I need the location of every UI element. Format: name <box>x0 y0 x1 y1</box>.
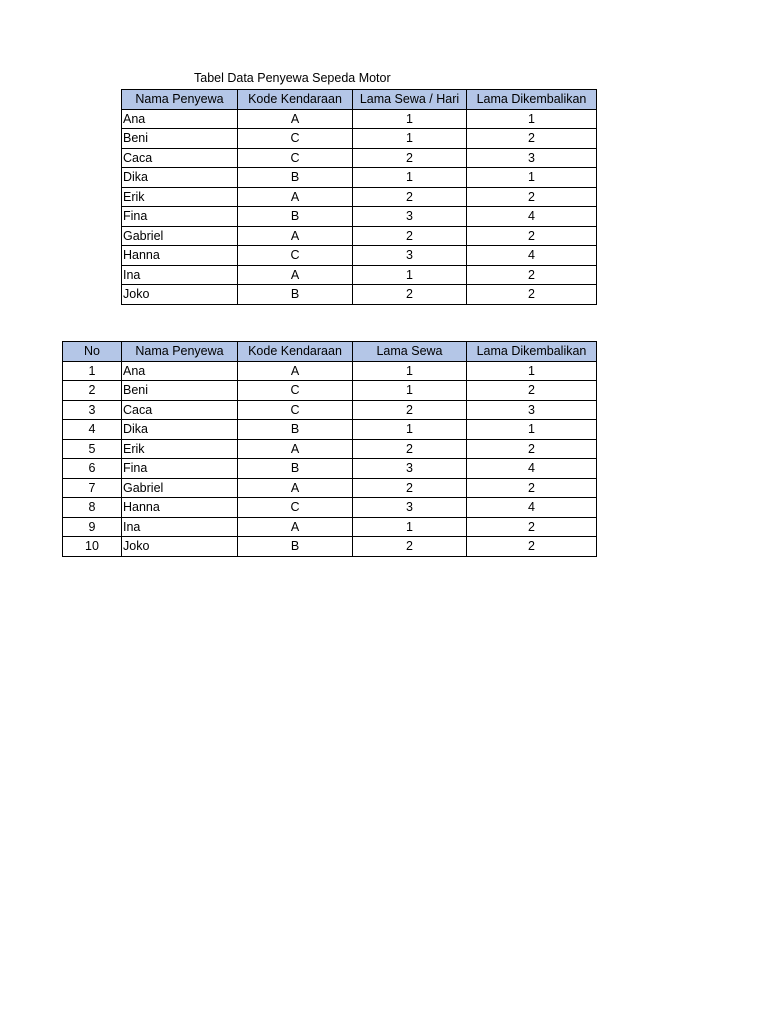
cell-lama-sewa: 2 <box>353 478 467 498</box>
cell-kode-kendaraan: C <box>238 498 353 518</box>
cell-nama-penyewa: Joko <box>122 537 238 557</box>
cell-lama-dikembalikan: 2 <box>467 265 597 285</box>
table-row <box>63 439 597 459</box>
cell-lama-sewa: 1 <box>353 381 467 401</box>
cell-nama-penyewa: Fina <box>122 459 238 479</box>
cell-no: 4 <box>63 420 122 440</box>
cell-lama-dikembalikan: 2 <box>467 129 597 149</box>
cell-lama-dikembalikan: 2 <box>467 381 597 401</box>
cell-no: 9 <box>63 517 122 537</box>
cell-kode-kendaraan: B <box>238 459 353 479</box>
cell-lama-sewa: 3 <box>353 246 467 266</box>
cell-lama-dikembalikan: 1 <box>467 109 597 129</box>
cell-kode-kendaraan: B <box>238 537 353 557</box>
cell-lama-dikembalikan: 4 <box>467 207 597 227</box>
cell-lama-dikembalikan: 2 <box>467 439 597 459</box>
table-row <box>63 459 597 479</box>
cell-kode-kendaraan: C <box>238 246 353 266</box>
rental-data-table <box>121 89 597 305</box>
cell-lama-sewa: 1 <box>353 129 467 149</box>
cell-kode-kendaraan: B <box>238 168 353 188</box>
cell-lama-sewa: 3 <box>353 207 467 227</box>
cell-lama-dikembalikan: 2 <box>467 285 597 305</box>
cell-lama-dikembalikan: 3 <box>467 400 597 420</box>
numbered-rental-data-table <box>62 341 597 557</box>
cell-no: 8 <box>63 498 122 518</box>
table-row <box>122 109 597 129</box>
table-row <box>122 246 597 266</box>
cell-nama-penyewa: Dika <box>122 168 238 188</box>
table-row <box>63 537 597 557</box>
cell-lama-dikembalikan: 2 <box>467 478 597 498</box>
column-header-kode-kendaraan: Kode Kendaraan <box>238 90 353 110</box>
column-header-lama-sewa: Lama Sewa <box>353 342 467 362</box>
cell-lama-sewa: 1 <box>353 361 467 381</box>
cell-kode-kendaraan: A <box>238 226 353 246</box>
table-row <box>63 361 597 381</box>
cell-kode-kendaraan: A <box>238 361 353 381</box>
column-header-lama-sewa-hari: Lama Sewa / Hari <box>353 90 467 110</box>
column-header-no: No <box>63 342 122 362</box>
column-header-kode-kendaraan: Kode Kendaraan <box>238 342 353 362</box>
cell-nama-penyewa: Ina <box>122 265 238 285</box>
cell-lama-dikembalikan: 4 <box>467 246 597 266</box>
cell-kode-kendaraan: C <box>238 148 353 168</box>
cell-lama-dikembalikan: 4 <box>467 459 597 479</box>
cell-lama-sewa: 1 <box>353 517 467 537</box>
cell-nama-penyewa: Erik <box>122 187 238 207</box>
cell-lama-dikembalikan: 4 <box>467 498 597 518</box>
cell-no: 2 <box>63 381 122 401</box>
cell-lama-dikembalikan: 1 <box>467 420 597 440</box>
table-row <box>122 148 597 168</box>
cell-lama-dikembalikan: 1 <box>467 361 597 381</box>
table-row <box>122 226 597 246</box>
cell-lama-sewa: 3 <box>353 498 467 518</box>
cell-nama-penyewa: Ana <box>122 109 238 129</box>
cell-kode-kendaraan: A <box>238 187 353 207</box>
column-header-lama-dikembalikan: Lama Dikembalikan <box>467 90 597 110</box>
cell-kode-kendaraan: A <box>238 109 353 129</box>
cell-lama-sewa: 1 <box>353 265 467 285</box>
cell-lama-sewa: 2 <box>353 439 467 459</box>
cell-lama-sewa: 2 <box>353 148 467 168</box>
table-row <box>122 187 597 207</box>
cell-nama-penyewa: Dika <box>122 420 238 440</box>
table-row <box>63 420 597 440</box>
table1-title: Tabel Data Penyewa Sepeda Motor <box>194 71 391 85</box>
cell-kode-kendaraan: B <box>238 420 353 440</box>
cell-no: 5 <box>63 439 122 459</box>
cell-lama-sewa: 2 <box>353 226 467 246</box>
cell-nama-penyewa: Caca <box>122 148 238 168</box>
column-header-lama-dikembalikan: Lama Dikembalikan <box>467 342 597 362</box>
cell-lama-sewa: 2 <box>353 400 467 420</box>
table-row <box>122 168 597 188</box>
cell-nama-penyewa: Ina <box>122 517 238 537</box>
cell-nama-penyewa: Joko <box>122 285 238 305</box>
table-row <box>122 285 597 305</box>
table-row <box>63 400 597 420</box>
cell-no: 6 <box>63 459 122 479</box>
cell-lama-dikembalikan: 1 <box>467 168 597 188</box>
cell-lama-dikembalikan: 3 <box>467 148 597 168</box>
table-header-row <box>122 90 597 110</box>
table-row <box>63 517 597 537</box>
column-header-nama-penyewa: Nama Penyewa <box>122 90 238 110</box>
cell-kode-kendaraan: A <box>238 478 353 498</box>
cell-nama-penyewa: Hanna <box>122 246 238 266</box>
cell-nama-penyewa: Erik <box>122 439 238 459</box>
table-header-row <box>63 342 597 362</box>
cell-lama-sewa: 2 <box>353 537 467 557</box>
cell-lama-sewa: 2 <box>353 187 467 207</box>
cell-lama-dikembalikan: 2 <box>467 226 597 246</box>
table-row <box>122 207 597 227</box>
table-row <box>63 381 597 401</box>
cell-nama-penyewa: Beni <box>122 381 238 401</box>
cell-kode-kendaraan: A <box>238 265 353 285</box>
cell-lama-sewa: 1 <box>353 109 467 129</box>
cell-nama-penyewa: Caca <box>122 400 238 420</box>
cell-no: 10 <box>63 537 122 557</box>
cell-nama-penyewa: Ana <box>122 361 238 381</box>
table-row <box>63 498 597 518</box>
cell-kode-kendaraan: B <box>238 285 353 305</box>
cell-kode-kendaraan: A <box>238 439 353 459</box>
cell-nama-penyewa: Fina <box>122 207 238 227</box>
cell-no: 7 <box>63 478 122 498</box>
cell-nama-penyewa: Beni <box>122 129 238 149</box>
cell-lama-dikembalikan: 2 <box>467 187 597 207</box>
cell-kode-kendaraan: B <box>238 207 353 227</box>
cell-nama-penyewa: Gabriel <box>122 478 238 498</box>
table-row <box>122 265 597 285</box>
cell-lama-sewa: 2 <box>353 285 467 305</box>
cell-lama-sewa: 1 <box>353 420 467 440</box>
cell-kode-kendaraan: A <box>238 517 353 537</box>
table-row <box>63 478 597 498</box>
cell-kode-kendaraan: C <box>238 129 353 149</box>
cell-kode-kendaraan: C <box>238 381 353 401</box>
cell-nama-penyewa: Hanna <box>122 498 238 518</box>
cell-lama-sewa: 3 <box>353 459 467 479</box>
column-header-nama-penyewa: Nama Penyewa <box>122 342 238 362</box>
cell-lama-dikembalikan: 2 <box>467 517 597 537</box>
cell-lama-dikembalikan: 2 <box>467 537 597 557</box>
cell-nama-penyewa: Gabriel <box>122 226 238 246</box>
table-row <box>122 129 597 149</box>
cell-no: 1 <box>63 361 122 381</box>
cell-kode-kendaraan: C <box>238 400 353 420</box>
cell-no: 3 <box>63 400 122 420</box>
cell-lama-sewa: 1 <box>353 168 467 188</box>
